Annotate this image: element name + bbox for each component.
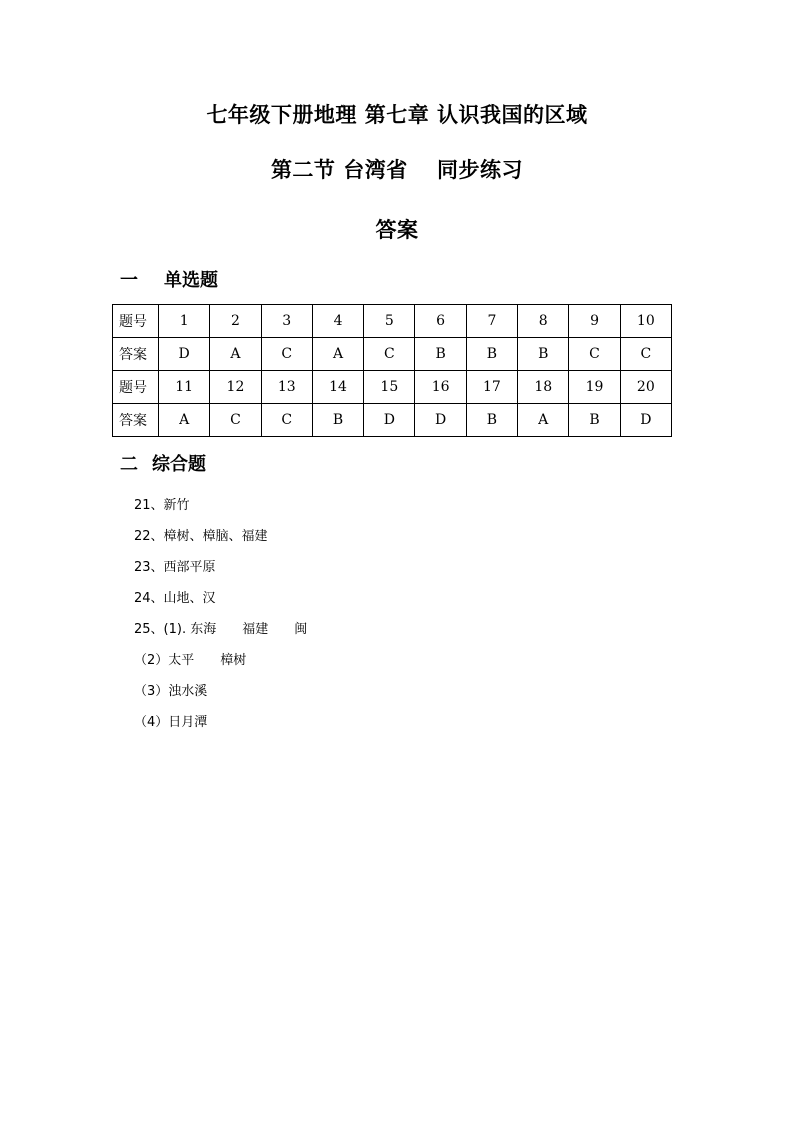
table-cell: 7: [466, 305, 517, 338]
table-cell: 8: [518, 305, 569, 338]
table-cell: 2: [210, 305, 261, 338]
answer-25-2: [134, 648, 307, 679]
comprehensive-answers: [134, 493, 307, 741]
table-cell: A: [210, 338, 261, 371]
row-label: 题号: [113, 305, 159, 338]
row-label: 题号: [113, 371, 159, 404]
answer-25-4: （4）日月潭: [134, 715, 208, 730]
table-cell: C: [210, 404, 261, 437]
table-cell: 10: [620, 305, 671, 338]
table-cell: 16: [415, 371, 466, 404]
table-cell: 9: [569, 305, 620, 338]
table-cell: C: [364, 338, 415, 371]
row-label: 答案: [113, 404, 159, 437]
table-cell: D: [415, 404, 466, 437]
section-number: 一: [120, 270, 138, 291]
answer-25-3: （3）浊水溪: [134, 684, 208, 699]
answer-table: [112, 304, 672, 437]
table-cell: B: [518, 338, 569, 371]
table-cell: 1: [159, 305, 210, 338]
table-cell: 5: [364, 305, 415, 338]
section-single-choice: [120, 266, 218, 292]
table-cell: B: [466, 338, 517, 371]
answer-25-1: [134, 617, 307, 648]
table-cell: B: [569, 404, 620, 437]
table-cell: A: [159, 404, 210, 437]
answer-21: 21、新竹: [134, 498, 190, 513]
answer-22: 22、樟树、樟脑、福建: [134, 529, 268, 544]
table-cell: 11: [159, 371, 210, 404]
table-cell: C: [569, 338, 620, 371]
answer-23: 23、西部平原: [134, 560, 216, 575]
table-cell: A: [312, 338, 363, 371]
table-cell: C: [261, 338, 312, 371]
table-cell: 4: [312, 305, 363, 338]
section-title: 单选题: [164, 270, 218, 291]
table-row: [113, 404, 672, 437]
answer-25-1-province: 福建: [242, 622, 269, 637]
table-cell: C: [620, 338, 671, 371]
table-cell: 12: [210, 371, 261, 404]
table-cell: 6: [415, 305, 466, 338]
page-title: 七年级下册地理 第七章 认识我国的区域: [206, 103, 588, 127]
answer-heading: 答案: [375, 218, 419, 242]
table-cell: 20: [620, 371, 671, 404]
table-cell: D: [364, 404, 415, 437]
table-cell: 13: [261, 371, 312, 404]
table-row: [113, 338, 672, 371]
table-cell: 17: [466, 371, 517, 404]
answer-24: 24、山地、汉: [134, 591, 216, 606]
table-cell: 3: [261, 305, 312, 338]
table-cell: B: [312, 404, 363, 437]
section-comprehensive: [120, 450, 206, 476]
table-cell: D: [620, 404, 671, 437]
table-cell: 18: [518, 371, 569, 404]
table-row: [113, 305, 672, 338]
table-cell: 19: [569, 371, 620, 404]
table-row: [113, 371, 672, 404]
table-cell: B: [466, 404, 517, 437]
page-subtitle: 第二节 台湾省 同步练习: [270, 158, 524, 182]
answer-25-2-tree: 樟树: [220, 653, 247, 668]
table-cell: D: [159, 338, 210, 371]
table-cell: 14: [312, 371, 363, 404]
section-title: 综合题: [152, 454, 206, 475]
answer-25-1-abbrev: 闽: [294, 622, 308, 637]
answer-25-2-text: （2）太平: [134, 653, 195, 668]
table-cell: B: [415, 338, 466, 371]
section-number: 二: [120, 454, 138, 475]
table-cell: C: [261, 404, 312, 437]
row-label: 答案: [113, 338, 159, 371]
answer-25-1-text: 25、(1). 东海: [134, 622, 217, 637]
table-cell: 15: [364, 371, 415, 404]
table-cell: A: [518, 404, 569, 437]
